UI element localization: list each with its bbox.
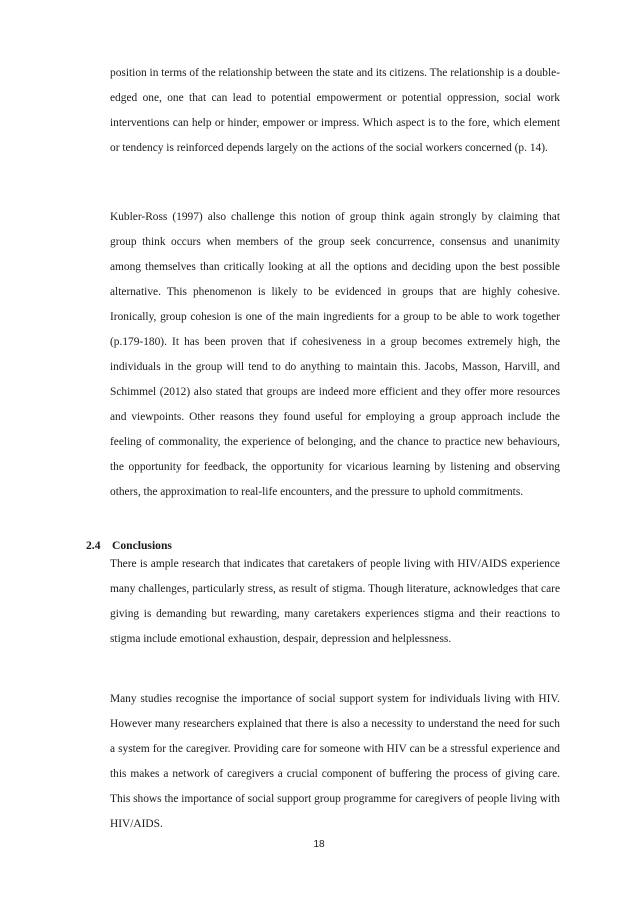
section-number: 2.4 xyxy=(86,539,101,552)
page-number: 18 xyxy=(313,839,325,850)
paragraph-group-think: Kubler-Ross (1997) also challenge this notion of group think again strongly by claiming that group think occurs when members of the group seek concurrence, consensus and unanimity among themselves than critically looking at all the options and deciding upon the best possible alternative. This phenomenon is likely to be evidenced in groups that are highly cohesive. Ironically, group cohesion is one of the main ingredients for a group to be able to work together (p.179-180). It has been proven that if cohesiveness in a group becomes extremely high, the individuals in the group will tend to do anything to maintain this. Jacobs, Masson, Harvill, and Schimmel (2012) also stated that groups are indeed more efficient and they offer more resources and viewpoints. Other reasons they found useful for employing a group approach include the feeling of commonality, the experience of belonging, and the chance to practice new behaviours, the opportunity for feedback, the opportunity for vicarious learning by listening and observing others, the approximation to real-life encounters, and the pressure to uphold commitments. xyxy=(110,211,560,498)
paragraph-conclusions-stigma: There is ample research that indicates that caretakers of people living with HIV/AIDS experience many challenges, particularly stress, as result of stigma. Though literature, acknowledges that care giving is demanding but rewarding, many caretakers experiences stigma and their reactions to stigma include emotional exhaustion, despair, depression and helplessness. xyxy=(110,558,560,645)
paragraph-quote-continuation: position in terms of the relationship between the state and its citizens. The relationship is a double-edged one, one that can lead to potential empowerment or potential oppression, social work interventions can help or hinder, empower or impress. Which aspect is to the fore, which element or tendency is reinforced depends largely on the actions of the social workers concerned (p. 14). xyxy=(110,67,560,154)
paragraph-conclusions-support: Many studies recognise the importance of social support system for individuals living with HIV. However many researchers explained that there is also a necessity to understand the need for such a system for the caregiver. Providing care for someone with HIV can be a stressful experience and this makes a network of caregivers a crucial component of buffering the process of giving care. This shows the importance of social support group programme for caregivers of people living with HIV/AIDS. xyxy=(110,693,560,830)
section-title: Conclusions xyxy=(112,539,172,552)
